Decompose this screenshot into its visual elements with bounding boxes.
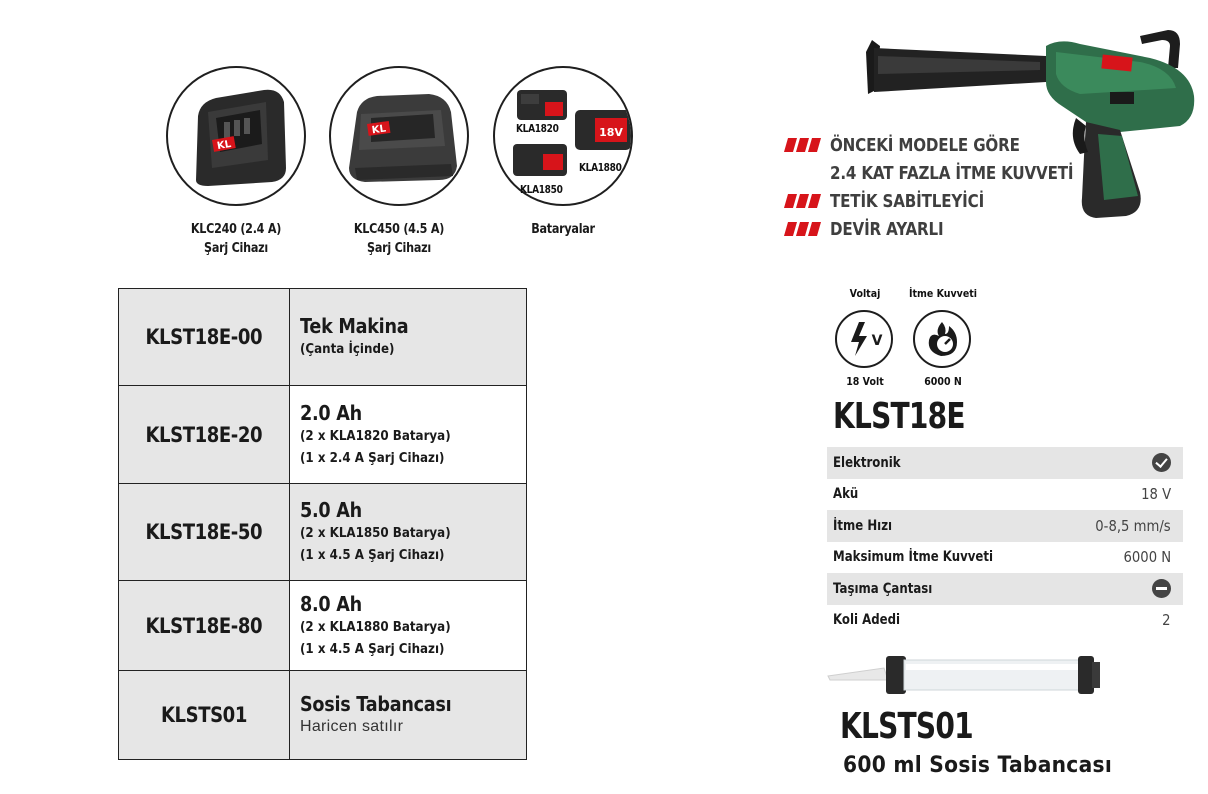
- spec-key: Maksimum İtme Kuvveti: [833, 549, 994, 566]
- model-title: 2.0 Ah: [300, 400, 362, 425]
- model-code: KLST18E-00: [145, 325, 263, 349]
- battery-label-kla1820: KLA1820: [516, 122, 559, 135]
- accessory-caption-1: [172, 220, 301, 258]
- voltage-icon: [835, 310, 893, 368]
- voltage-label: Voltaj: [849, 287, 881, 300]
- check-icon: [1152, 453, 1171, 472]
- model-sub: (Çanta İçinde): [300, 341, 395, 357]
- spec-row: [827, 542, 1183, 574]
- model-title: 8.0 Ah: [300, 591, 362, 616]
- bullet-spacer: [786, 166, 824, 180]
- spec-value: 18 V: [1140, 485, 1171, 504]
- bullet-bars-icon: [786, 138, 824, 152]
- spec-key: Taşıma Çantası: [833, 580, 933, 597]
- battery-voltage-badge: 18V: [599, 126, 623, 139]
- charger-logo: KL: [371, 123, 387, 137]
- model-sub: (2 x KLA1850 Batarya): [300, 525, 451, 541]
- spec-key: Akü: [833, 486, 859, 503]
- feature-item: [786, 215, 1120, 243]
- voltage-unit: V: [871, 333, 883, 349]
- battery-label-kla1850: KLA1850: [520, 183, 563, 196]
- spec-key: Elektronik: [833, 454, 901, 471]
- product-code: KLST18E: [833, 396, 965, 437]
- spec-table: [827, 447, 1183, 636]
- model-code: KLST18E-50: [145, 520, 263, 544]
- feature-text: ÖNCEKİ MODELE GÖRE: [830, 134, 1020, 156]
- model-sub: (2 x KLA1820 Batarya): [300, 427, 451, 444]
- model-code: KLSTS01: [161, 703, 247, 727]
- accessory-caption-3: [499, 220, 628, 239]
- feature-item: [786, 131, 1120, 159]
- model-code-cell: [119, 386, 290, 484]
- model-code-cell: [119, 671, 290, 760]
- table-row: [119, 289, 527, 386]
- bullet-bars-icon: [786, 222, 824, 236]
- model-title: Sosis Tabancası: [300, 692, 452, 716]
- spec-row: [827, 479, 1183, 511]
- feature-text: DEVİR AYARLI: [830, 218, 944, 240]
- table-row: [119, 671, 527, 760]
- charger-logo: KL: [216, 138, 233, 153]
- spec-key: Koli Adedi: [833, 612, 901, 629]
- table-row: [119, 386, 527, 484]
- model-code-cell: [119, 581, 290, 671]
- batteries-image: [493, 66, 633, 206]
- battery-label-kla1880: KLA1880: [579, 161, 622, 174]
- caption-line: Şarj Cihazı: [367, 241, 431, 256]
- model-desc-cell: [290, 671, 527, 760]
- spec-value: 6000 N: [1123, 548, 1171, 567]
- feature-item: [786, 159, 1120, 187]
- model-sub: (1 x 4.5 A Şarj Cihazı): [300, 547, 445, 563]
- caption-line: Bataryalar: [531, 222, 595, 237]
- model-code: KLST18E-20: [145, 422, 263, 447]
- model-code: KLST18E-80: [145, 613, 263, 638]
- models-table: [118, 288, 527, 760]
- model-title: 5.0 Ah: [300, 498, 362, 522]
- model-title: Tek Makina: [300, 314, 409, 338]
- feature-list: [786, 131, 1120, 243]
- feature-text: TETİK SABİTLEYİCİ: [830, 190, 985, 212]
- sausage-tube-image: [826, 650, 1106, 700]
- charger-klc450-image: [329, 66, 469, 206]
- spec-value: 0-8,5 mm/s: [1095, 516, 1171, 535]
- push-force-icon: [913, 310, 971, 368]
- accessory-title: 600 ml Sosis Tabancası: [843, 753, 1113, 778]
- spec-row: [827, 605, 1183, 637]
- force-value: 6000 N: [924, 375, 962, 388]
- charger-klc240-image: [166, 66, 306, 206]
- accessory-caption-2: [335, 220, 464, 258]
- bullet-bars-icon: [786, 194, 824, 208]
- accessory-code: KLSTS01: [840, 706, 973, 747]
- spec-row: [827, 573, 1183, 605]
- spec-value: 2: [1162, 611, 1171, 630]
- model-desc-cell: [290, 386, 527, 484]
- force-label: İtme Kuvveti: [908, 287, 978, 300]
- model-desc-cell: [290, 484, 527, 581]
- caption-line: KLC240 (2.4 A): [190, 222, 282, 237]
- caption-line: KLC450 (4.5 A): [353, 222, 445, 237]
- model-sub: (2 x KLA1880 Batarya): [300, 618, 451, 635]
- voltage-value: 18 Volt: [846, 375, 884, 388]
- spec-row: [827, 510, 1183, 542]
- caption-line: Şarj Cihazı: [204, 241, 268, 256]
- table-row: [119, 581, 527, 671]
- model-desc-cell: [290, 581, 527, 671]
- model-sub: (1 x 2.4 A Şarj Cihazı): [300, 449, 445, 466]
- feature-item: [786, 187, 1120, 215]
- spec-key: İtme Hızı: [833, 517, 893, 534]
- model-sub: (1 x 4.5 A Şarj Cihazı): [300, 640, 445, 657]
- table-row: [119, 484, 527, 581]
- model-code-cell: [119, 484, 290, 581]
- model-note: Haricen satılır: [300, 718, 404, 735]
- spec-row: [827, 447, 1183, 479]
- model-code-cell: [119, 289, 290, 386]
- minus-icon: [1152, 579, 1171, 598]
- model-desc-cell: [290, 289, 527, 386]
- feature-text: 2.4 KAT FAZLA İTME KUVVETİ: [830, 162, 1074, 184]
